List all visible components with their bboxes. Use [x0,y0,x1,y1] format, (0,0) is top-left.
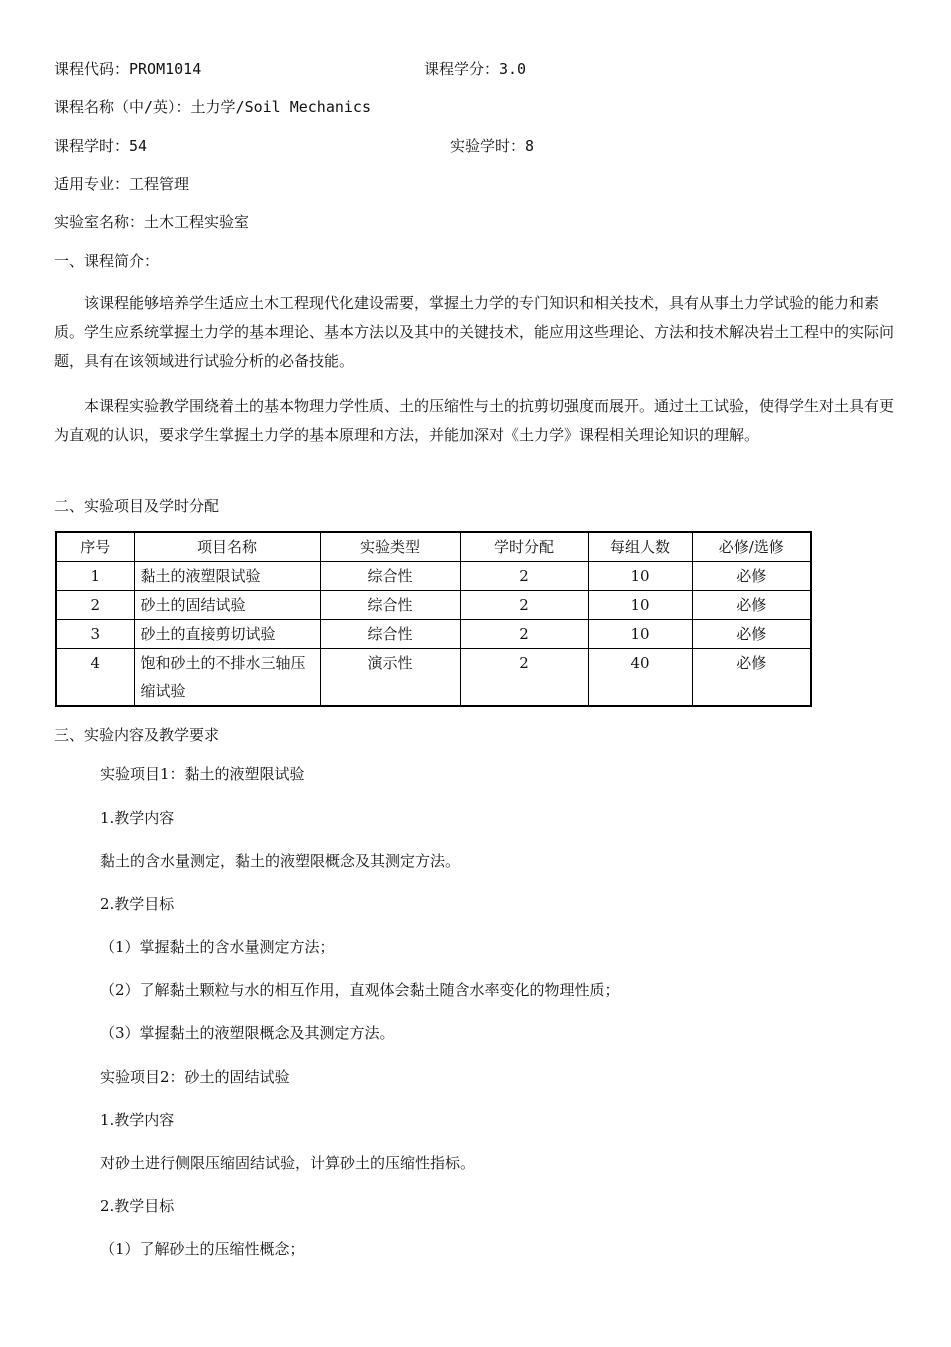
intro-paragraph-2: 本课程实验教学围绕着土的基本物理力学性质、土的压缩性与土的抗剪切强度而展开。通过土工试验，使得学生对土具有更为直观的认识，要求学生掌握土力学的基本原理和方法，并能加深对《土力学》课程相关理论知识的理解。 [54,397,895,444]
table-cell: 1 [56,562,134,591]
table-cell: 2 [460,649,588,707]
table-cell: 10 [588,620,692,649]
table-header-cell: 项目名称 [134,532,320,562]
exp1-content: 黏土的含水量测定，黏土的液塑限概念及其测定方法。 [100,852,461,870]
table-cell: 3 [56,620,134,649]
lab-hours: 实验学时：8 [450,137,535,155]
exp2-title: 实验项目2：砂土的固结试验 [100,1068,290,1086]
exp1-goal-3: （3）掌握黏土的液塑限概念及其测定方法。 [100,1024,395,1042]
section1-title: 一、课程简介： [54,252,160,270]
exp1-goal-2: （2）了解黏土颗粒与水的相互作用，直观体会黏土随含水率变化的物理性质； [100,981,620,999]
course-hours: 课程学时：54 [54,137,148,155]
table-cell: 2 [460,591,588,620]
exp1-goal-heading: 2.教学目标 [100,895,175,913]
course-name: 课程名称（中/英）：土力学/Soil Mechanics [54,98,371,116]
exp2-content-heading: 1.教学内容 [100,1111,175,1129]
table-cell: 4 [56,649,134,707]
course-code: 课程代码：PROM1014 [54,60,202,78]
section2-title: 二、实验项目及学时分配 [54,497,220,515]
exp1-content-heading: 1.教学内容 [100,809,175,827]
table-row [56,591,811,620]
table-header-cell: 每组人数 [588,532,692,562]
table-cell: 40 [588,649,692,707]
exp2-goal-heading: 2.教学目标 [100,1197,175,1215]
table-cell: 必修 [692,620,811,649]
lab-room-name: 实验室名称：土木工程实验室 [54,213,250,231]
exp1-goal-1: （1）掌握黏土的含水量测定方法； [100,938,335,956]
table-cell: 砂土的固结试验 [134,591,320,620]
table-header-cell: 学时分配 [460,532,588,562]
table-cell: 2 [460,620,588,649]
table-row [56,562,811,591]
table-cell: 演示性 [320,649,460,707]
table-cell: 饱和砂土的不排水三轴压缩试验 [134,649,320,707]
table-header-cell: 实验类型 [320,532,460,562]
table-header-cell: 必修/选修 [692,532,811,562]
table-cell: 综合性 [320,562,460,591]
table-cell: 2 [460,562,588,591]
table-cell: 必修 [692,649,811,707]
table-cell: 2 [56,591,134,620]
table-header-row [56,532,811,562]
table-cell: 黏土的液塑限试验 [134,562,320,591]
table-row [56,620,811,649]
table-cell: 10 [588,562,692,591]
table-row [56,649,811,707]
experiment-table [55,531,812,707]
applicable-major: 适用专业：工程管理 [54,175,190,193]
exp1-title: 实验项目1：黏土的液塑限试验 [100,765,305,783]
table-cell: 必修 [692,562,811,591]
intro-paragraph-1: 该课程能够培养学生适应土木工程现代化建设需要，掌握土力学的专门知识和相关技术，具有从事土力学试验的能力和素质。学生应系统掌握土力学的基本理论、基本方法以及其中的关键技术，能应用这些理论、方法和技术解决岩土工程中的实际问题，具有在该领域进行试验分析的必备技能。 [54,294,895,370]
section3-title: 三、实验内容及教学要求 [54,726,220,744]
table-cell: 综合性 [320,620,460,649]
course-credit: 课程学分：3.0 [424,60,527,78]
table-cell: 砂土的直接剪切试验 [134,620,320,649]
table-cell: 10 [588,591,692,620]
exp2-content: 对砂土进行侧限压缩固结试验，计算砂土的压缩性指标。 [100,1154,476,1172]
table-cell: 综合性 [320,591,460,620]
table-header-cell: 序号 [56,532,134,562]
table-cell: 必修 [692,591,811,620]
exp2-goal-1: （1）了解砂土的压缩性概念； [100,1240,305,1258]
